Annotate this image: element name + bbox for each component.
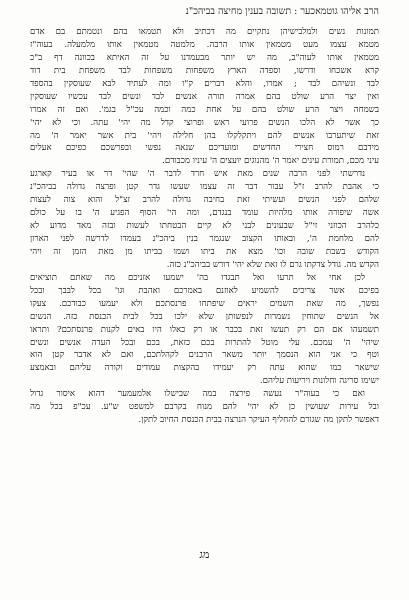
text-line: תמונות נשים ולמלבישיהן נתקיים מה דכתיב ולא תטמאו בהם ונטמתם בם אדם bbox=[30, 27, 379, 37]
text-line: ישימו סריגה וחלונות ויריעות עליהם. bbox=[259, 376, 379, 387]
text-line: כך אשר לא הלכו הנשים פרועי ראש ופרוצי קדל מה יהי' עתה. וכי לא יהי' bbox=[30, 117, 379, 128]
text-line: מידבם רמוס חצירי החדשים ומועדיכם שנאה נפשי ובפרשכם כפיכם אעלים bbox=[30, 143, 379, 154]
text-line: שלהם לפני הנשים ועשיתי זאת בחיבה גדולה להרב זצ"ל והוא צוה לעצות bbox=[30, 195, 379, 206]
text-line: מטמאין אותו לעוה"ב, מה יש יותר מבעמדנו על זה האיתא בכוונה דף ב"כ bbox=[30, 52, 379, 63]
text-line: כי אהבת להרב ז"ל עבור דבר זה עצמו שעשו גדר קטן ופרצה גדולה בביהכ"נ bbox=[30, 182, 379, 193]
text-line: כלהרב הכוזני זי"ל שבעונים לבני לא קיים הבטחתו לעשות ובזה מאד מדוע לא bbox=[30, 221, 379, 232]
text-line: לכן אחי אל תרעו ואל תבגדו בה' ישמעו אזניכם מה שאתם תוציאים bbox=[30, 272, 365, 283]
page-number: מג bbox=[199, 548, 210, 561]
text-line: בשמחה ויצר הרע שולט בהם על אחת כמה וכמה עכ"ל בגמ'. ואם זה אמרו bbox=[30, 104, 379, 115]
text-line: הקדש מה. גודל צדקתו גרם לו זאת שלא יהי' דורש בביהכ"נ כזה. bbox=[166, 259, 379, 270]
text-line: עיני מכם, תמורת עינים יאמר ה' מהנוגים יועצים ה' עיניו מכבודם. bbox=[162, 156, 379, 167]
text-line: בפיכם אשר צריכים להשמיע לאוזנם באמרכם ואהבת וגו' בכל לבבך ובכל bbox=[30, 285, 379, 296]
text-line: תשמעהו אם הם רק תעשו זאת בכבר או רק כאלו היו באים לקנות פרנסתכם? ותראו bbox=[30, 324, 379, 335]
text-line: ובל עירות שעושין כן לא יהי' להם מנוח בקרבם למשפט ש"ע. עכ"פ בכל מה bbox=[30, 402, 379, 413]
body-text bbox=[30, 26, 379, 526]
text-line: שיהי' ה' עמכם. עלי מוטל להתרות בכם כזאת, בכם ובכל העדה אנשים ונשים bbox=[30, 337, 379, 348]
text-line: ואין יצר הרע שולט בהם אמרה תורה אנשים לבד ונשים לבד עכשיו שעוסקין bbox=[30, 91, 379, 102]
text-line: ואם כי בעוה"ר נעשה פירצה במה שבישלו אלמעמער דהוא איסור גדול bbox=[30, 389, 365, 400]
text-line: קרא אשכחו ודרשו, וספדה הארץ משפחות משפחות לבד משפחת בית דוד bbox=[30, 65, 379, 76]
text-line: מטמא עצמו מעט מטמאין אותו הרבה. מלמטה מטמאין אותו מלמעלה. בעוה"ז bbox=[30, 39, 379, 50]
text-line: וטף כי אני הוא הנסמך יותר משאר הרבנים לקהלתכם, ואם לא אדבר קטן הוא bbox=[30, 350, 379, 361]
text-line: אל הנשים שתוחין נשמרות לנפשותן שלא ילכו בכל לבית הכנסת כזה. הנשים bbox=[30, 311, 379, 322]
text-line: זאת שיתערבו אנשים להם ויתקלקלו בהן חלילה ויהי' בית אשר יאמר ה' מה bbox=[30, 130, 379, 141]
text-line: דאפשר לתקן מה שגורם להחליף העיקר הנרצה בבית הכנסת החיוב לתקן. bbox=[138, 415, 379, 426]
text-line: שישאר כמו שהוא עתה רק יעמידו בהקצות עמודים וקורה עליהם ובאמצע bbox=[30, 363, 379, 374]
text-line: נפשך, מה שאת השמים יראים שיפתחו פרנסתכם ולא יעמעו כבודכם. צעקו bbox=[30, 298, 379, 309]
text-line: לבד ונשיהם לבד ; אמרו, והלא דברים ק"ו ומה לעתיד לבא שעוסקין בהספד bbox=[30, 78, 379, 89]
text-line: הקודש בשבת שובה וכו' מצא את ביתו ושמו בביתו מן מאת הזמן זה ויהי bbox=[30, 246, 379, 257]
text-line: נדרשתי לפני הרבה שנים מאת איש חרד לדבר ה' שהי' דר או בעיר קארגע bbox=[30, 169, 365, 180]
text-line: להם מלחמת ה', ובאותו הקצוב שנגמר בנין ביהכ"נ בעמדו לדרשה לפני הארון bbox=[30, 234, 379, 244]
text-line: אשה שיפורה אותו מלהיות עומד בנגדם, ומה הי' הסוף הפגיע ה' בו על כולם bbox=[30, 208, 379, 219]
running-header: הרב אליהו גוטמאכער : תשובה בענין מחיצה בביהכ"נ bbox=[185, 6, 379, 17]
